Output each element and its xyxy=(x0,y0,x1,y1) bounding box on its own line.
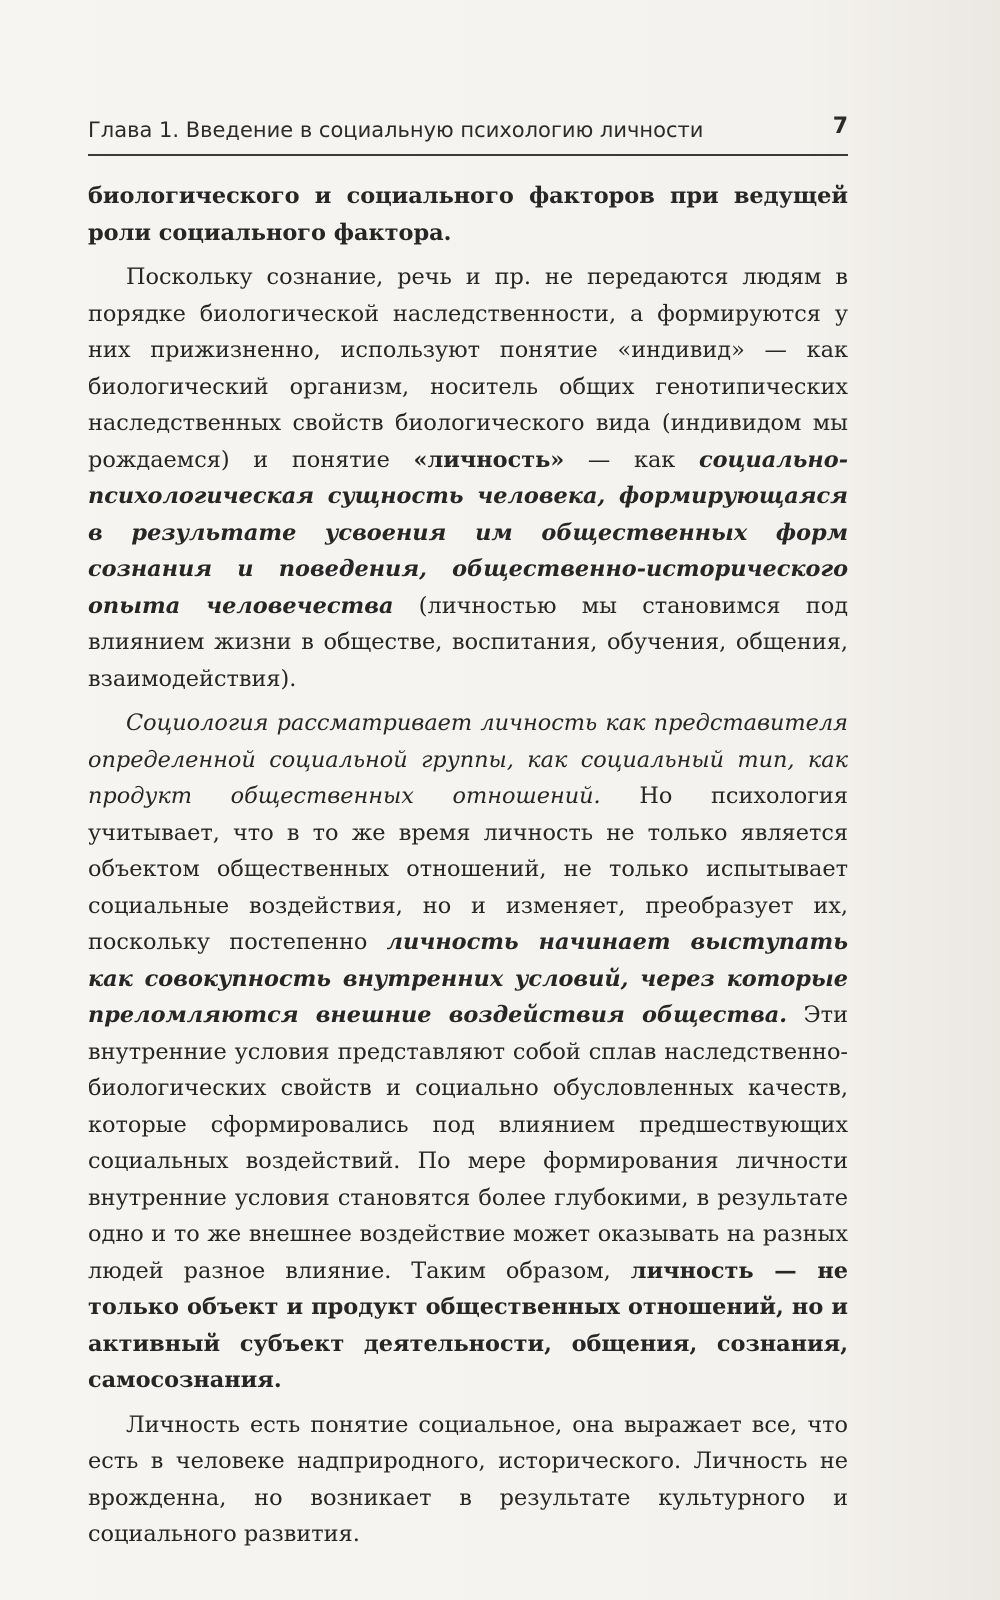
plain-text: Но психология учитывает, что в то же время личность не только является объектом общественных отношений, не только испытывает социальные воздействия, но и изменяет, преобразует их, поскольку постепенно xyxy=(88,783,848,955)
bold-conclusion: личность — не только объект и продукт общественных отношений, но и активный субъект деятельности, общения, сознания, самосознания. xyxy=(88,1257,848,1393)
plain-text: Эти внутренние условия представляют собой сплав наследственно-биологических свойств и социально обусловленных качеств, которые сформировались под влиянием предшествующих социальных воздействий. По мере формирования личности внутренние условия становятся более глубокими, в результате одно и то же внешнее воздействие может оказывать на разных людей разное влияние. Таким образом, xyxy=(88,1002,848,1284)
paragraph-4 xyxy=(88,1407,848,1553)
page-body xyxy=(88,178,848,1553)
italic-text: Социология рассматривает личность как представителя определенной социальной группы, как социальный тип, как продукт общественных отношений. xyxy=(88,710,848,809)
running-header xyxy=(88,110,848,156)
paragraph-3 xyxy=(88,705,848,1399)
bold-text: биологического и социального факторов при ведущей роли социального фактора. xyxy=(88,183,848,246)
paragraph-1 xyxy=(88,178,848,251)
bold-italic-definition: социально-психологическая сущность человека, формирующаяся в результате усвоения им общественных форм сознания и поведения, общественно-исторического опыта человечества xyxy=(88,446,848,619)
bold-italic-definition: личность начинает выступать как совокупность внутренних условий, через которые преломляются внешние воздействия общества. xyxy=(88,929,848,1028)
chapter-title: Глава 1. Введение в социальную психологию личности xyxy=(88,118,704,142)
bold-term: «личность» xyxy=(413,446,565,473)
plain-text: (личностью мы становимся под влиянием жизни в обществе, воспитания, обучения, общения, взаимодействия). xyxy=(88,592,848,692)
plain-text: Поскольку сознание, речь и пр. не передаются людям в порядке биологической наследственности, а формируются у них прижизненно, используют понятие «индивид» — как биологический организм, носитель общих генотипических наследственных свойств биологического вида (индивидом мы рождаемся) и понятие xyxy=(88,264,848,473)
paragraph-2 xyxy=(88,259,848,697)
plain-text: Личность есть понятие социальное, она выражает все, что есть в человеке надприродного, исторического. Личность не врожденна, но возникает в результате культурного и социального развития. xyxy=(88,1411,848,1547)
page-number: 7 xyxy=(832,114,848,139)
plain-text: — как xyxy=(564,446,699,473)
